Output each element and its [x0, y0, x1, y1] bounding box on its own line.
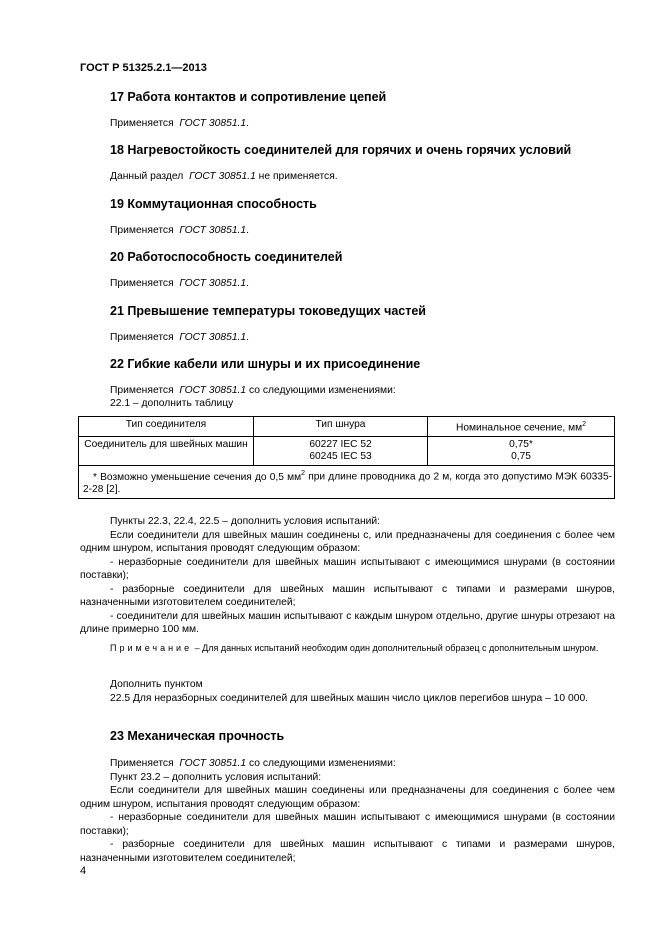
note [80, 642, 615, 654]
section-23-title: 23 Механическая прочность [110, 729, 285, 743]
section-22-addition [80, 678, 615, 705]
table-cell-connector: Соединитель для швейных машин [79, 437, 254, 466]
table-header: Тип соединителя [79, 417, 254, 437]
section-19-text: Применяется ГОСТ 30851.1. [110, 225, 250, 236]
table-footnote: * Возможно уменьшение сечения до 0,5 $мм^2$ при длине проводника до 2 м, когда это допустимо МЭК 60335-2-28 [2]. [79, 466, 615, 498]
section-22-item: 22.1 – дополнить таблицу [110, 398, 234, 409]
section-18-title: 18 Нагревостойкость соединителей для горячих и очень горячих условий [110, 143, 572, 157]
section-20-title: 20 Работоспособность соединителей [110, 250, 343, 264]
section-19-title: 19 Коммутационная способность [110, 197, 317, 211]
page-number: 4 [80, 865, 87, 877]
paragraph: - неразборные соединители для швейных машин испытывают с имеющимися шнурами (в состоянии поставки); [80, 812, 615, 837]
paragraph: - неразборные соединители для швейных машин испытывают с имеющимися шнурами (в состоянии поставки); [80, 556, 615, 581]
paragraph: Применяется ГОСТ 30851.1 со следующими изменениями: [110, 758, 396, 769]
section-18-text: Данный раздел ГОСТ 30851.1 не применяется. [110, 171, 338, 182]
table-row [79, 437, 615, 466]
note-text: – Для данных испытаний необходим один дополнительный образец с дополнительным шнуром. [192, 643, 599, 653]
section-20-text: Применяется ГОСТ 30851.1. [110, 278, 250, 289]
section-23-body [80, 757, 615, 865]
paragraph: Пункты 22.3, 22.4, 22.5 – дополнить условия испытаний: [110, 516, 380, 527]
paragraph: 22.5 Для неразборных соединителей для швейных машин число циклов перегибов шнура – 10 000. [110, 692, 589, 704]
cord-table [78, 416, 615, 499]
table-note-row [79, 466, 615, 498]
paragraph: Если соединители для швейных машин соединены или предназначены для соединения с более чем одним шнуром, испытания проводят следующим образом: [80, 785, 615, 810]
section-22-body [80, 515, 615, 637]
section-17-title: 17 Работа контактов и сопротивление цепей [110, 90, 387, 104]
paragraph: - разборные соединители для швейных машин испытывают с типами и размерами шнуров, назначенными изготовителем соединителей; [80, 583, 615, 608]
paragraph: Дополнить пунктом [110, 679, 203, 690]
section-22-title: 22 Гибкие кабели или шнуры и их присоединение [110, 357, 421, 371]
table-header: Номинальное сечение, $мм^2$ [428, 417, 615, 437]
table-header: Тип шнура [254, 417, 428, 437]
paragraph: Пункт 23.2 – дополнить условия испытаний: [110, 771, 322, 783]
paragraph: - соединители для швейных машин испытывают с каждым шнуром отдельно, другие шнуры отрезают на длине примерно 100 мм. [80, 610, 615, 635]
paragraph: - разборные соединители для швейных машин испытывают с типами и размерами шнуров, назначенными изготовителем соединителей; [80, 839, 615, 864]
paragraph: Если соединители для швейных машин соединены с, или предназначены для соединения с более чем одним шнуром, испытания проводят следующим образом: [80, 529, 615, 554]
section-17-text: Применяется ГОСТ 30851.1. [110, 118, 250, 129]
section-22-applies: Применяется ГОСТ 30851.1 со следующими изменениями: [110, 385, 396, 396]
note-label: Примечание [110, 643, 193, 653]
document-header: ГОСТ Р 51325.2.1—2013 [80, 62, 207, 74]
table-cell-cord: 60227 IEC 52 60245 IEC 53 [254, 437, 428, 466]
section-21-text: Применяется ГОСТ 30851.1. [110, 332, 250, 343]
table-cell-section: 0,75* 0,75 [428, 437, 615, 466]
table-header-row [79, 417, 615, 437]
section-21-title: 21 Превышение температуры токоведущих частей [110, 304, 426, 318]
